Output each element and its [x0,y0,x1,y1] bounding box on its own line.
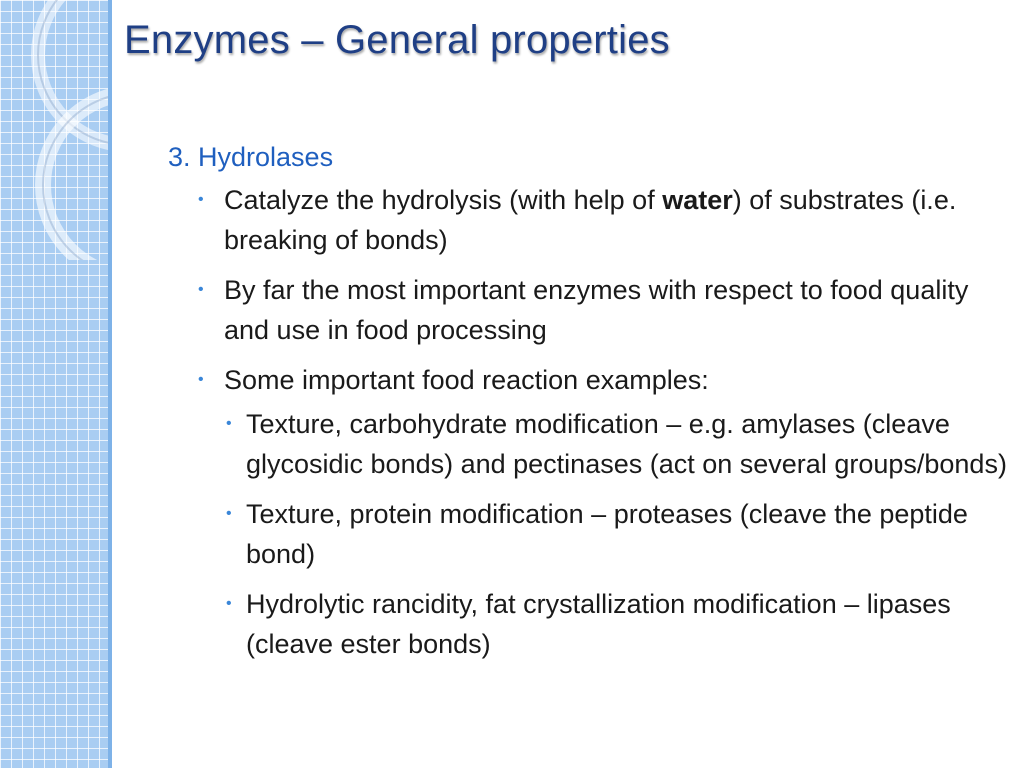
bullet-text-part: Catalyze the hydrolysis (with help of [224,185,663,215]
section-heading: 3. Hydrolases [168,142,334,172]
slide-content [168,138,1018,674]
list-item [168,180,1018,260]
sub-bullet-text: Texture, protein modification – proteases (cleave the peptide bond) [246,499,968,569]
circle-rings-icon [0,0,112,260]
sub-list-item [222,584,1018,664]
sub-bullet-text: Texture, carbohydrate modification – e.g. amylases (cleave glycosidic bonds) and pectinases (act on several groups/bonds) [246,409,1007,479]
list-item [168,270,1018,350]
slide-title: Enzymes – General properties [124,18,670,62]
bullet-icon: • [198,281,204,298]
sub-list-item [222,404,1018,484]
bullet-icon: • [198,191,204,208]
bullet-icon: • [198,371,204,388]
bullet-text [224,180,1018,260]
bold-term: water [662,185,733,215]
bullet-text: Some important food reaction examples: [224,365,709,395]
sub-bullet-list [224,404,1018,664]
bullet-list [168,180,1018,664]
list-item [168,360,1018,664]
bullet-icon: • [226,505,232,522]
sub-bullet-text: Hydrolytic rancidity, fat crystallization modification – lipases (cleave ester bonds) [246,589,951,659]
bullet-icon: • [226,415,232,432]
decorative-grid-band [0,0,112,768]
sub-list-item [222,494,1018,574]
bullet-text-part: ) of substrates (i.e. breaking of bonds) [224,185,957,255]
bullet-icon: • [226,595,232,612]
bullet-text: By far the most important enzymes with respect to food quality and use in food processing [224,275,969,345]
